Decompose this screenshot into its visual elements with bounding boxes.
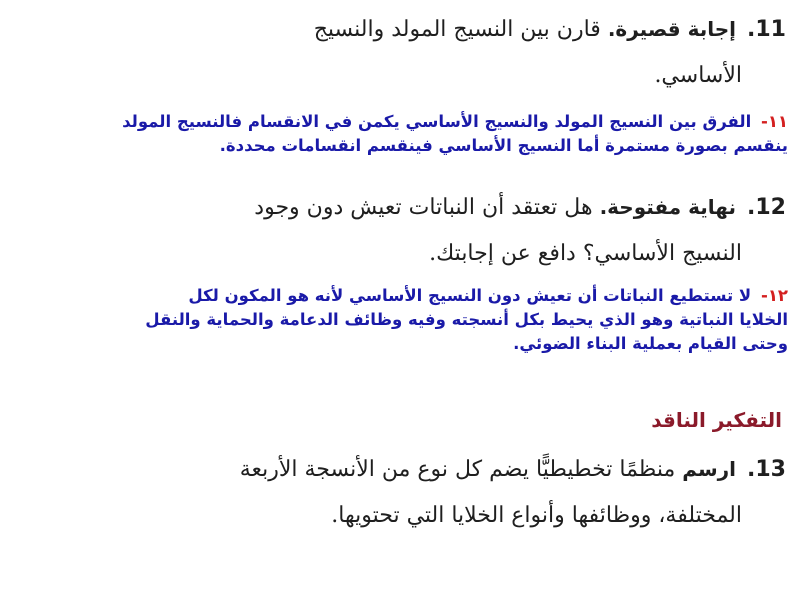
answer-text: الفرق بين النسيج المولد والنسيج الأساسي يكمن في الانقسام فالنسيج المولد bbox=[122, 112, 752, 131]
question-11 bbox=[314, 6, 786, 99]
section-title-critical-thinking: التفكير الناقد bbox=[651, 408, 782, 432]
answer-line-1 bbox=[8, 284, 788, 308]
question-lead: إجابة قصيرة. bbox=[607, 17, 737, 41]
answer-line-2: ينقسم بصورة مستمرة أما النسيج الأساسي فينقسم انقسامات محددة. bbox=[219, 136, 788, 155]
answer-line-3: وحتى القيام بعملية البناء الضوئي. bbox=[513, 334, 788, 353]
answer-text: لا تستطيع النباتات أن تعيش دون النسيج الأساسي لأنه هو المكون لكل bbox=[188, 286, 752, 305]
question-number: 13. bbox=[747, 457, 786, 482]
question-12 bbox=[254, 184, 786, 277]
answer-12 bbox=[8, 284, 788, 356]
answer-11 bbox=[8, 110, 788, 158]
question-13 bbox=[240, 446, 786, 539]
question-text-line-2: النسيج الأساسي؟ دافع عن إجابتك. bbox=[429, 241, 742, 266]
question-text-line-1: منظمًا تخطيطيًّا يضم كل نوع من الأنسجة الأربعة bbox=[239, 457, 676, 482]
question-number: 11. bbox=[747, 17, 786, 42]
question-text-line-2: الأساسي. bbox=[654, 63, 742, 88]
answer-number: ١١- bbox=[760, 112, 788, 131]
answer-line-2: الخلايا النباتية وهو الذي يحيط بكل أنسجته وفيه وظائف الدعامة والحماية والنقل bbox=[145, 310, 788, 329]
question-number: 12. bbox=[747, 195, 786, 220]
question-lead: ارسم bbox=[682, 457, 737, 481]
question-text-line-2: المختلفة، ووظائفها وأنواع الخلايا التي تحتويها. bbox=[331, 503, 742, 528]
question-lead: نهاية مفتوحة. bbox=[599, 195, 737, 219]
answer-line-1 bbox=[8, 110, 788, 134]
question-text-line-1: هل تعتقد أن النباتات تعيش دون وجود bbox=[254, 195, 593, 220]
answer-number: ١٢- bbox=[760, 286, 788, 305]
question-text-line-1: قارن بين النسيج المولد والنسيج bbox=[313, 17, 601, 42]
